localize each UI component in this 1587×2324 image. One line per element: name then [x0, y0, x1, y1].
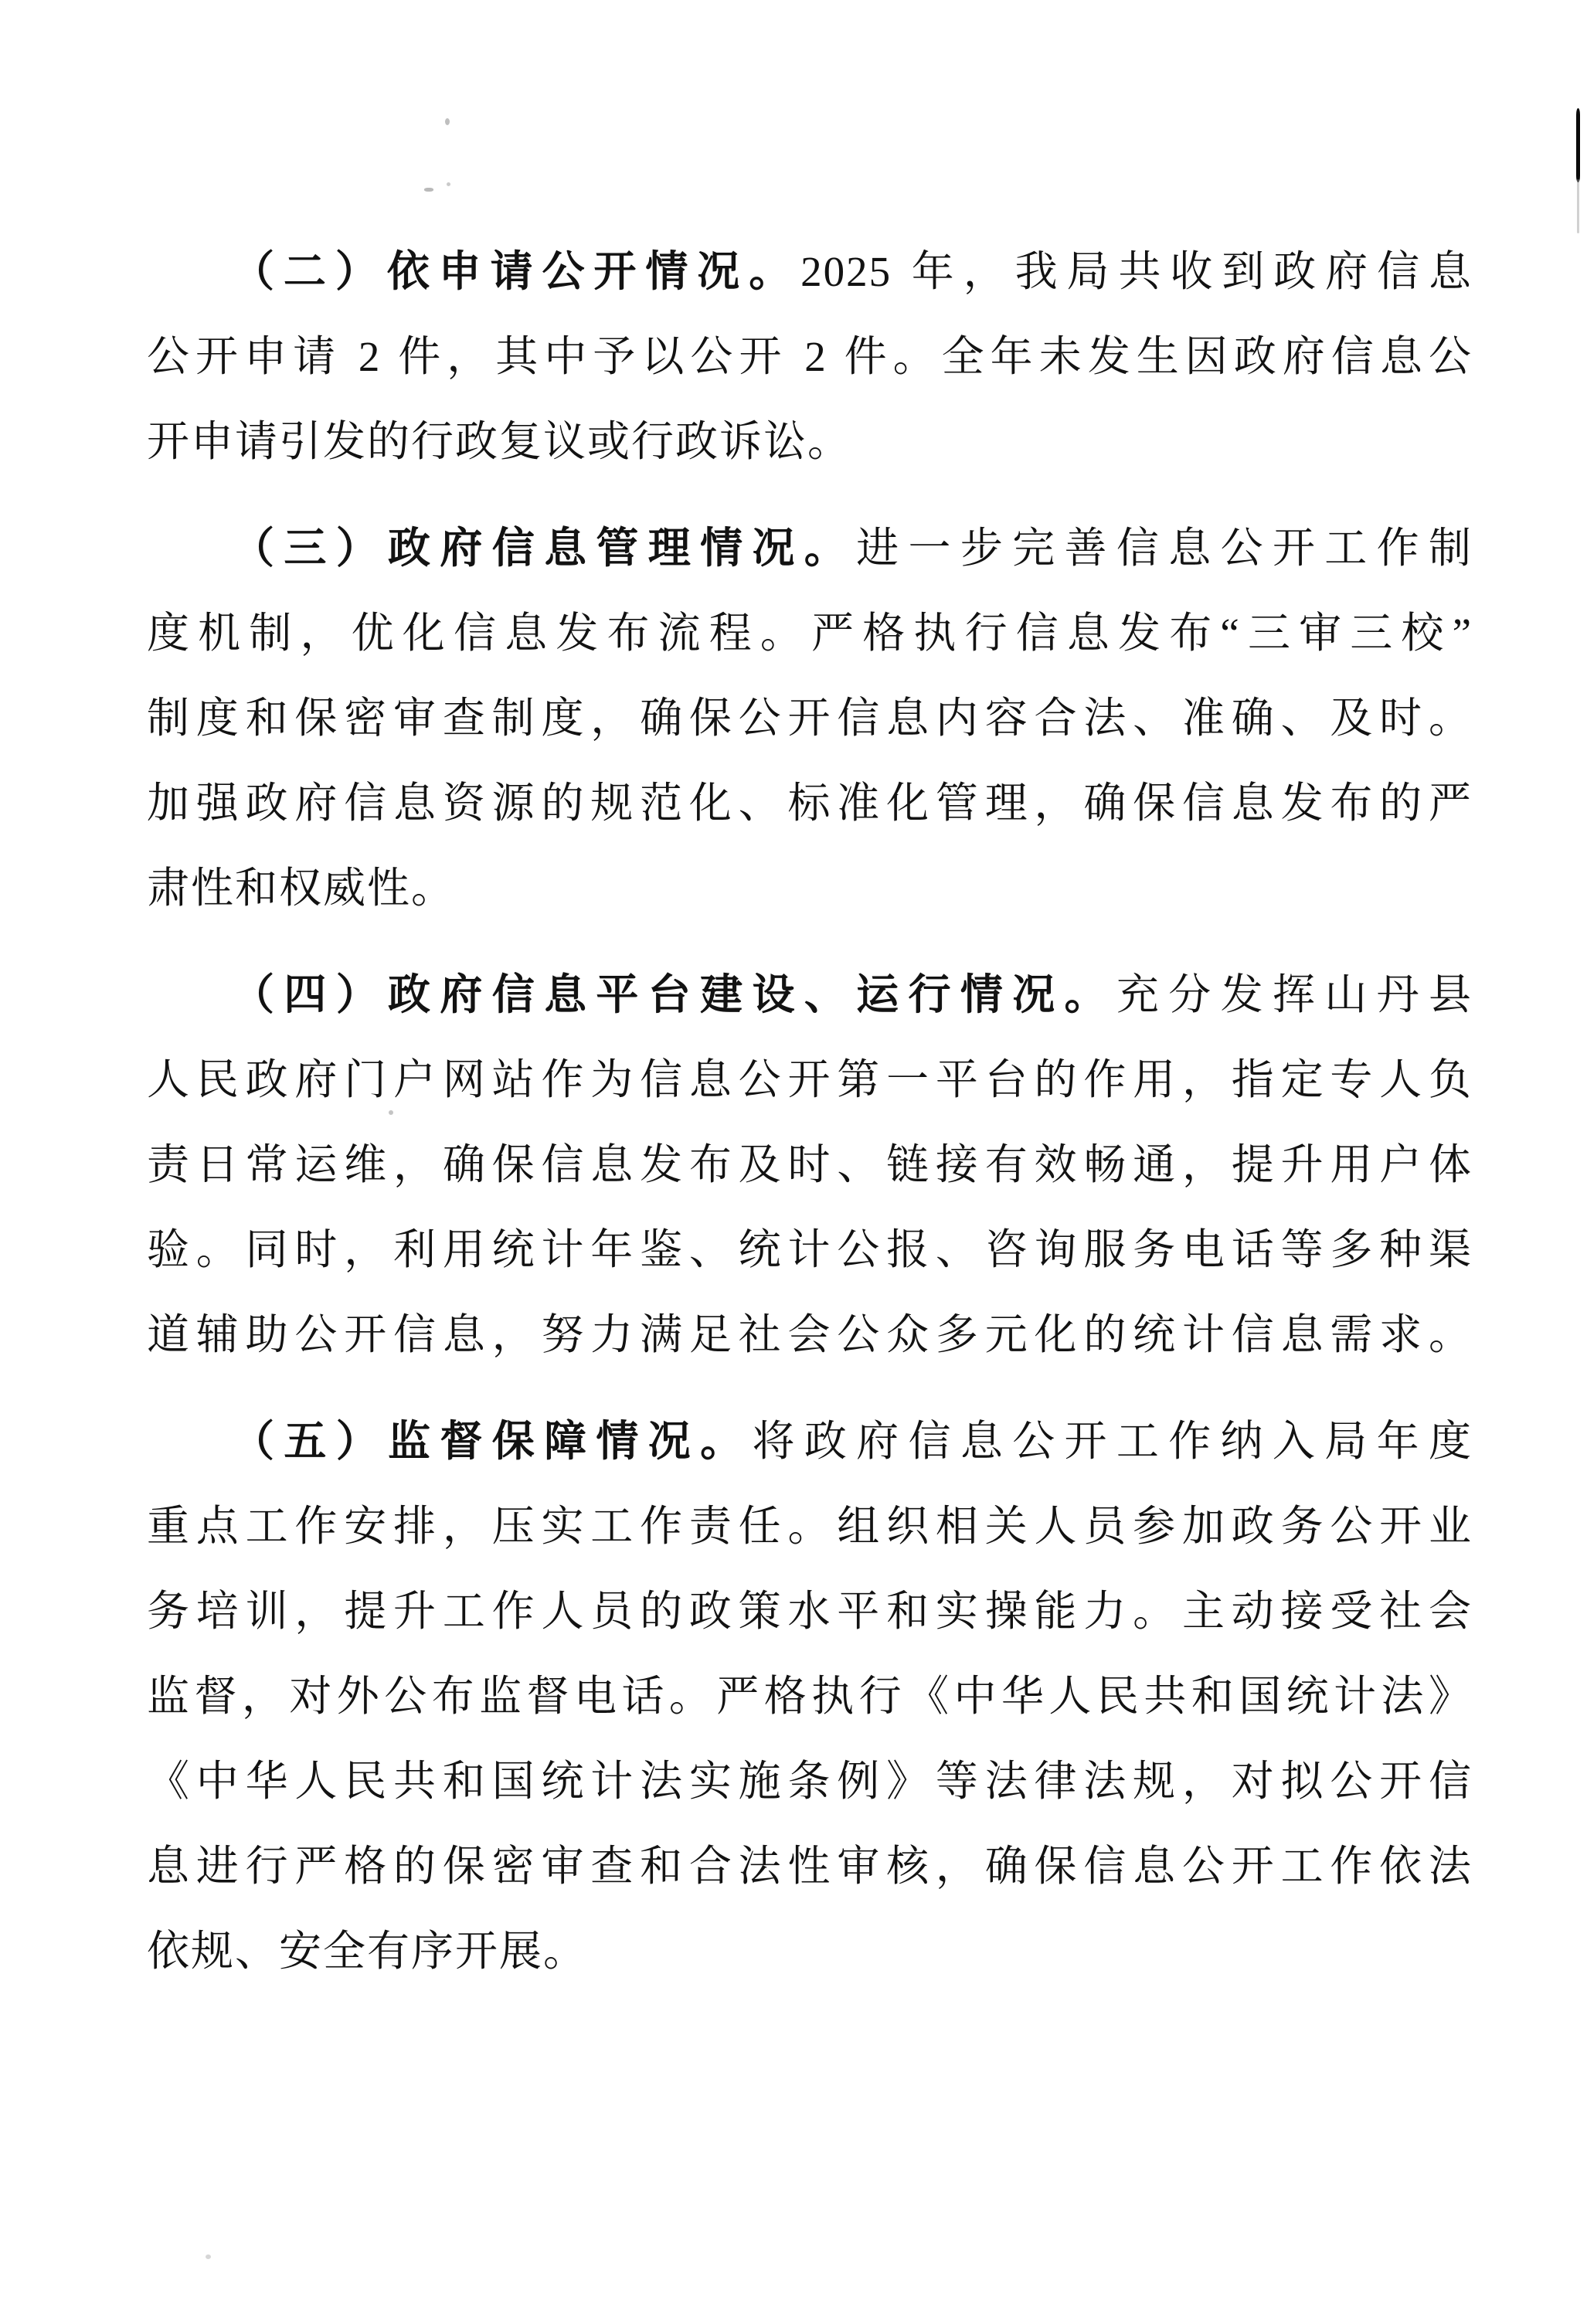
paragraph-line: 监督，对外公布监督电话。严格执行《中华人民共和国统计法》 [147, 1673, 1473, 1720]
paragraph-line [147, 229, 1473, 314]
paragraph-line: 加强政府信息资源的规范化、标准化管理，确保信息发布的严 [147, 780, 1473, 827]
paragraph-line: 制度和保密审查制度，确保公开信息内容合法、准确、及时。 [147, 695, 1473, 742]
run-in-heading: （五）监督保障情况。 [232, 1418, 753, 1465]
run-in-heading: （三）政府信息管理情况。 [232, 525, 857, 572]
run-in-heading: （四）政府信息平台建设、运行情况。 [232, 971, 1116, 1018]
paragraph-line: 责日常运维，确保信息发布及时、链接有效畅通，提升用户体 [147, 1141, 1473, 1188]
paragraph-line: 道辅助公开信息，努力满足社会公众多元化的统计信息需求。 [147, 1311, 1473, 1358]
paragraph-line: 肃性和权威性。 [147, 865, 456, 912]
scan-speck [445, 118, 450, 125]
paragraph-line [147, 1399, 1473, 1484]
paragraph-line [147, 506, 1473, 591]
scan-edge-artifact [1576, 108, 1580, 182]
paragraph-line: 重点工作安排，压实工作责任。组织相关人员参加政务公开业 [147, 1503, 1473, 1550]
scan-speck [447, 182, 450, 186]
paragraph-line: 依规、安全有序开展。 [147, 1928, 588, 1975]
paragraph-4 [147, 953, 1473, 1378]
paragraph-2 [147, 229, 1473, 484]
paragraph-text: 充分发挥山丹县 [1116, 971, 1473, 1018]
paragraph-5 [147, 1399, 1473, 1994]
paragraph-line: 务培训，提升工作人员的政策水平和实操能力。主动接受社会 [147, 1588, 1473, 1635]
run-in-heading: （二）依申请公开情况。 [232, 248, 801, 295]
document-body [147, 229, 1473, 1994]
paragraph-line: 《中华人民共和国统计法实施条例》等法律法规，对拟公开信 [147, 1758, 1473, 1805]
paragraph-3 [147, 506, 1473, 931]
paragraph-text: 将政府信息公开工作纳入局年度 [752, 1418, 1473, 1465]
paragraph-line: 开申请引发的行政复议或行政诉讼。 [147, 418, 852, 465]
paragraph-line: 人民政府门户网站作为信息公开第一平台的作用，指定专人负 [147, 1056, 1473, 1103]
paragraph-text: 进一步完善信息公开工作制 [856, 525, 1473, 572]
paragraph-line: 度机制，优化信息发布流程。严格执行信息发布“三审三校” [147, 610, 1473, 657]
scan-speck [389, 1110, 393, 1115]
paragraph-line: 验。同时，利用统计年鉴、统计公报、咨询服务电话等多种渠 [147, 1226, 1473, 1273]
scan-speck [206, 2254, 211, 2259]
paragraph-line [147, 953, 1473, 1038]
scan-edge-artifact-tail [1577, 179, 1579, 233]
scan-speck [424, 188, 433, 192]
paragraph-line: 公开申请 2 件，其中予以公开 2 件。全年未发生因政府信息公 [147, 333, 1473, 380]
paragraph-text: 2025 年，我局共收到政府信息 [800, 248, 1473, 295]
paragraph-line: 息进行严格的保密审查和合法性审核，确保信息公开工作依法 [147, 1843, 1473, 1890]
